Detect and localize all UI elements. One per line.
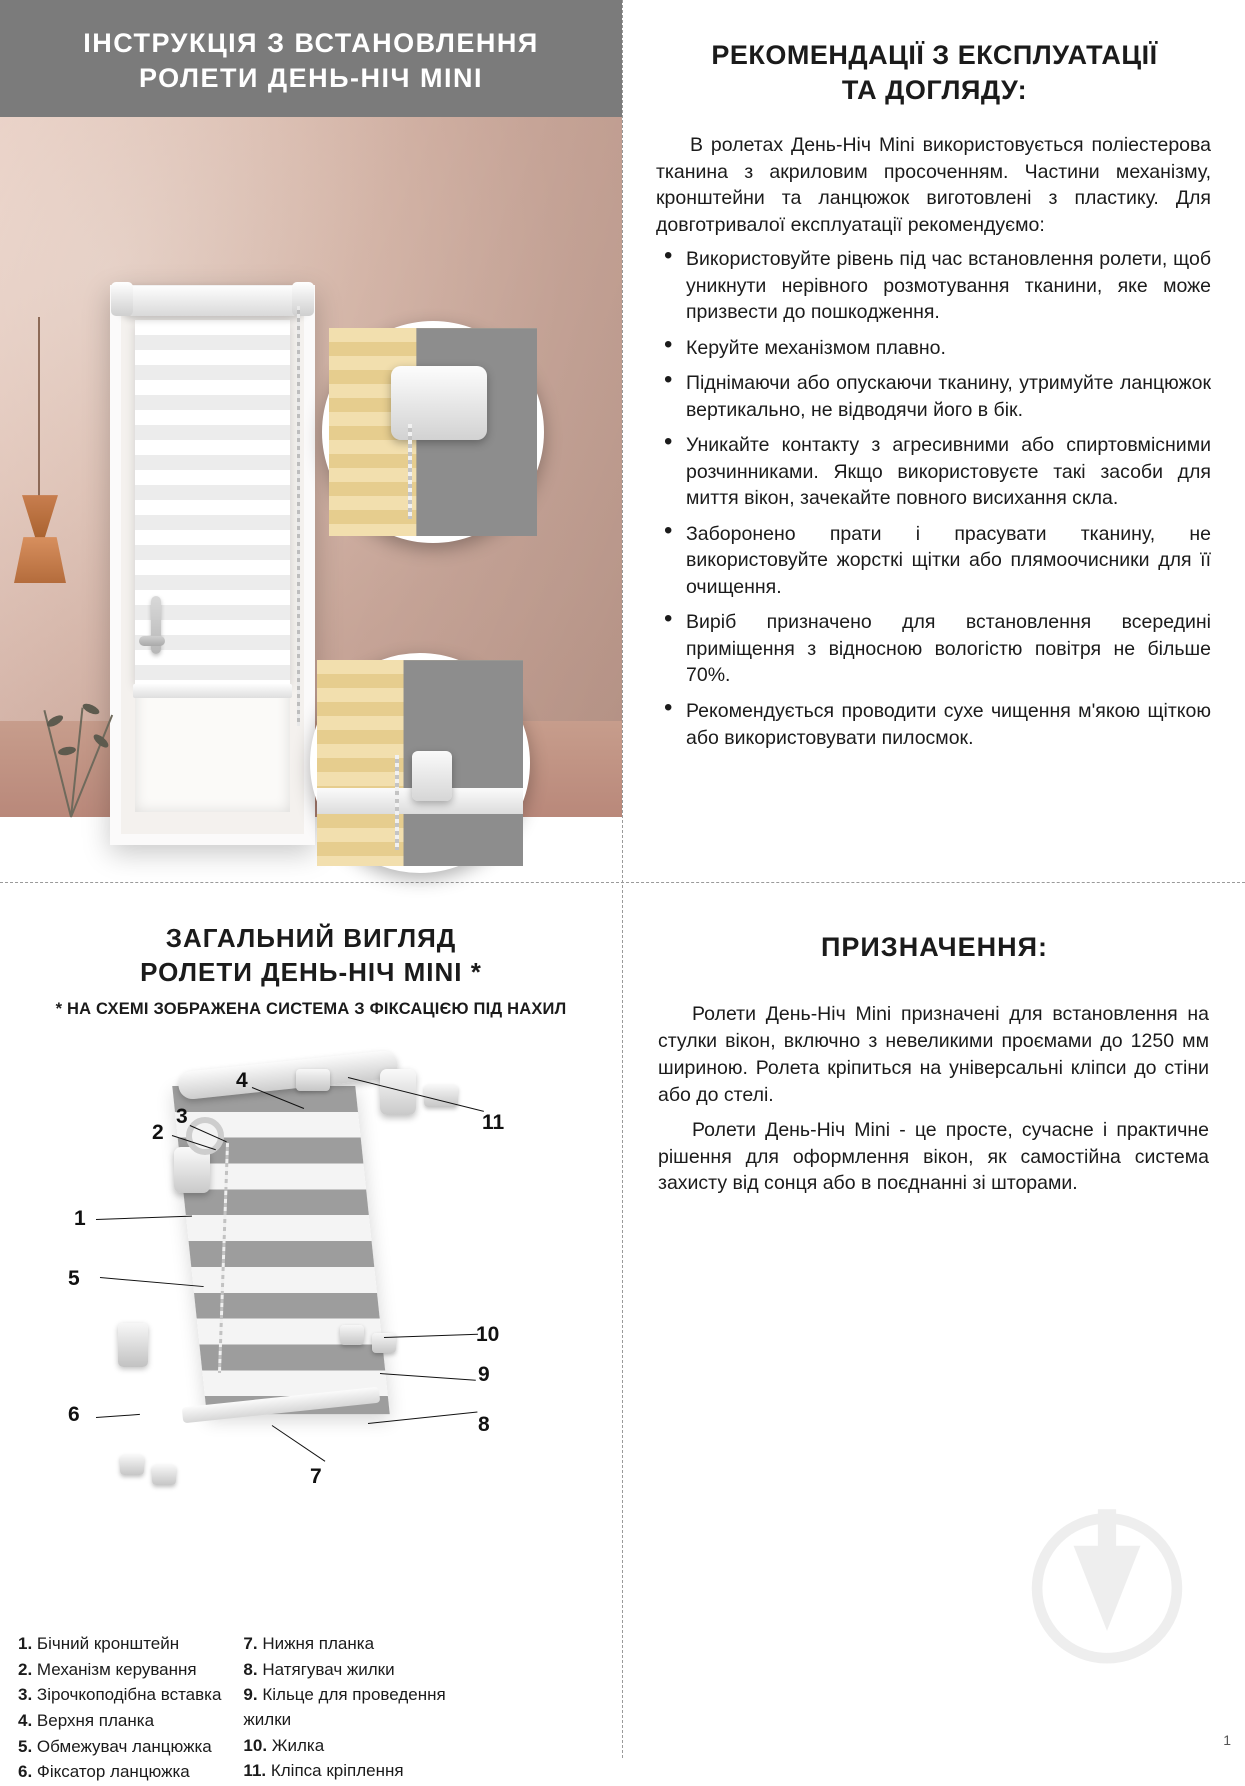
callout-number: 8 bbox=[478, 1412, 490, 1436]
diagram-small-part-b bbox=[152, 1465, 176, 1485]
callout2-chain-fixer bbox=[412, 751, 452, 801]
legend-item bbox=[18, 1632, 221, 1657]
legend-item bbox=[18, 1658, 221, 1683]
callout1-control-mechanism bbox=[391, 366, 487, 441]
legend-label: Жилка bbox=[271, 1735, 325, 1755]
legend-number: 4. bbox=[18, 1710, 33, 1730]
care-list bbox=[656, 246, 1211, 751]
legend-label: Фіксатор ланцюжка bbox=[36, 1762, 190, 1782]
legend-item bbox=[18, 1709, 221, 1734]
callout-number: 6 bbox=[68, 1402, 80, 1426]
purpose-paragraph-2: Ролети День-Ніч Mini - це просте, сучасне і практичне рішення для оформлення вікон, як самостійна система захисту від сонця або в поєднанні зі шторами. bbox=[658, 1118, 1209, 1195]
callout-number: 4 bbox=[236, 1068, 248, 1092]
legend-label: Бічний кронштейн bbox=[36, 1634, 180, 1653]
legend-label: Натягувач жилки bbox=[262, 1659, 395, 1679]
care-list-item: • Використовуйте рівень під час встановлення ролети, щоб уникнути нерівного розмотування тканини, яке може призвести до пошкодження. bbox=[656, 246, 1211, 326]
purpose-paragraph-1: Ролети День-Ніч Mini призначені для встановлення на стулки вікон, включно з невеликими проємами до 1250 мм шириною. Ролета кріпиться на універсальні кліпси до стіни або до стелі. bbox=[658, 1003, 1209, 1106]
legend-number: 11. bbox=[243, 1761, 267, 1781]
callout-chain-fixer-detail bbox=[310, 653, 530, 873]
diagram-line-tensioner bbox=[340, 1325, 364, 1345]
legend-number: 5. bbox=[18, 1736, 33, 1756]
purpose-body bbox=[624, 973, 1245, 1197]
legend-label: Механізм керування bbox=[36, 1659, 197, 1679]
care-list-item: • Уникайте контакту з агресивними або спиртовмісними розчинниками. Якщо використовуєте такі засоби для миття вікон, зачекайте повного висихання скла. bbox=[656, 432, 1211, 512]
diagram-small-part-a bbox=[120, 1455, 144, 1475]
callout2-bead-chain bbox=[395, 755, 399, 850]
legend-item bbox=[18, 1735, 221, 1760]
leader-5 bbox=[100, 1277, 204, 1287]
leader-6 bbox=[96, 1414, 140, 1418]
callout-number: 10 bbox=[476, 1322, 500, 1346]
installation-title bbox=[0, 0, 622, 117]
legend-number: 3. bbox=[18, 1685, 33, 1705]
care-list-item: • Піднімаючи або опускаючи тканину, утримуйте ланцюжок вертикально, не відводячи його в бік. bbox=[656, 370, 1211, 423]
legend-number: 7. bbox=[243, 1634, 258, 1653]
diagram-mounting-clip-left bbox=[296, 1069, 330, 1091]
callout-number: 7 bbox=[310, 1464, 322, 1488]
care-list-item: • Заборонено прати і прасувати тканину, не використовуйте жорсткі щітки або плямоочисники для її очищення. bbox=[656, 521, 1211, 601]
overview-title-line1: ЗАГАЛЬНИЙ ВИГЛЯД bbox=[165, 923, 457, 953]
installation-title-line1: ІНСТРУКЦІЯ З ВСТАНОВЛЕННЯ bbox=[83, 28, 539, 58]
callout-number: 3 bbox=[176, 1104, 188, 1128]
legend-number: 9. bbox=[243, 1685, 258, 1705]
panel-overview bbox=[0, 884, 622, 1782]
callout-number: 11 bbox=[482, 1110, 505, 1134]
vertical-divider bbox=[622, 0, 623, 1758]
legend-label: Кліпса кріплення bbox=[270, 1761, 404, 1781]
care-title-line1: РЕКОМЕНДАЦІЇ З ЕКСПЛУАТАЦІЇ bbox=[711, 40, 1158, 70]
legend-label: Обмежувач ланцюжка bbox=[36, 1736, 212, 1756]
diagram-control-mechanism bbox=[186, 1117, 224, 1155]
diagram-legend bbox=[18, 1632, 604, 1786]
window-glass bbox=[135, 320, 290, 812]
legend-number: 2. bbox=[18, 1659, 33, 1679]
leader-9 bbox=[380, 1373, 476, 1381]
legend-number: 1. bbox=[18, 1634, 33, 1653]
legend-item bbox=[243, 1658, 449, 1683]
bracket-right bbox=[292, 282, 314, 316]
leader-10 bbox=[384, 1333, 478, 1337]
blind-roller-tube bbox=[119, 286, 306, 316]
control-chain bbox=[297, 306, 300, 726]
panel-installation bbox=[0, 0, 622, 882]
overview-subtitle: * НА СХЕМІ ЗОБРАЖЕНА СИСТЕМА З ФІКСАЦІЄЮ ПІД НАХИЛ bbox=[55, 999, 567, 1018]
overview-title-line2: РОЛЕТИ ДЕНЬ-НІЧ MINI * bbox=[140, 956, 482, 987]
diagram-chain-fixer bbox=[118, 1323, 148, 1367]
care-body bbox=[624, 116, 1245, 751]
callout1-bead-chain bbox=[408, 424, 412, 520]
legend-column-left bbox=[18, 1632, 221, 1786]
purpose-title: ПРИЗНАЧЕННЯ: bbox=[820, 932, 1049, 962]
blind-bottom-bar bbox=[133, 684, 292, 698]
legend-number: 6. bbox=[18, 1762, 33, 1782]
installation-title-line2: РОЛЕТИ ДЕНЬ-НІЧ MINI bbox=[139, 62, 483, 93]
care-title bbox=[624, 0, 1245, 116]
shield-watermark-svg bbox=[1027, 1491, 1187, 1681]
care-list-item: • Керуйте механізмом плавно. bbox=[656, 335, 1211, 362]
care-list-item: • Рекомендується проводити сухе чищення м'якою щіткою або використовувати пилосмок. bbox=[656, 698, 1211, 751]
legend-label: Верхня планка bbox=[36, 1710, 155, 1730]
callout-number: 2 bbox=[152, 1120, 164, 1144]
legend-item bbox=[18, 1683, 221, 1708]
shield-watermark-icon bbox=[1027, 1491, 1187, 1686]
callout-number: 5 bbox=[68, 1266, 80, 1290]
bracket-left bbox=[111, 282, 133, 316]
overview-title bbox=[0, 884, 622, 992]
legend-item bbox=[243, 1759, 449, 1784]
care-intro: В ролетах День-Ніч Mini використовується поліестерова тканина з акриловим просоченням. Частини механізму, кронштейни та ланцюжок виготовлені з пластику. Для довготривалої експлуатації рекомендуємо: bbox=[656, 134, 1211, 236]
care-title-line2: ТА ДОГЛЯДУ: bbox=[841, 75, 1028, 106]
legend-label: Кільце для проведення жилки bbox=[243, 1685, 446, 1729]
care-list-item: • Виріб призначено для встановлення всередині приміщення з відносною вологістю повітря не більше 70%. bbox=[656, 609, 1211, 689]
legend-label: Зірочкоподібна вставка bbox=[36, 1685, 222, 1705]
legend-label: Нижня планка bbox=[262, 1634, 375, 1653]
callout-number: 1 bbox=[74, 1206, 86, 1230]
legend-column-right bbox=[243, 1632, 449, 1786]
leader-1 bbox=[96, 1215, 192, 1219]
leader-7 bbox=[272, 1425, 326, 1462]
decorative-plant bbox=[22, 687, 142, 817]
legend-number: 10. bbox=[243, 1735, 268, 1755]
exploded-diagram bbox=[0, 1025, 622, 1525]
panel-purpose bbox=[624, 884, 1245, 1758]
panel-care bbox=[624, 0, 1245, 882]
diagram-line-ring bbox=[372, 1333, 396, 1353]
legend-item bbox=[243, 1734, 449, 1759]
legend-item bbox=[243, 1632, 449, 1657]
legend-item bbox=[18, 1760, 221, 1785]
horizontal-divider bbox=[0, 882, 1245, 883]
lamp-cord bbox=[38, 317, 40, 497]
callout-mechanism-detail bbox=[322, 321, 544, 543]
legend-item bbox=[243, 1683, 449, 1732]
window-handle bbox=[151, 596, 161, 654]
installation-photo bbox=[0, 117, 622, 817]
legend-number: 8. bbox=[243, 1659, 258, 1679]
page-number: 1 bbox=[1223, 1732, 1231, 1748]
callout-number: 9 bbox=[478, 1362, 490, 1386]
